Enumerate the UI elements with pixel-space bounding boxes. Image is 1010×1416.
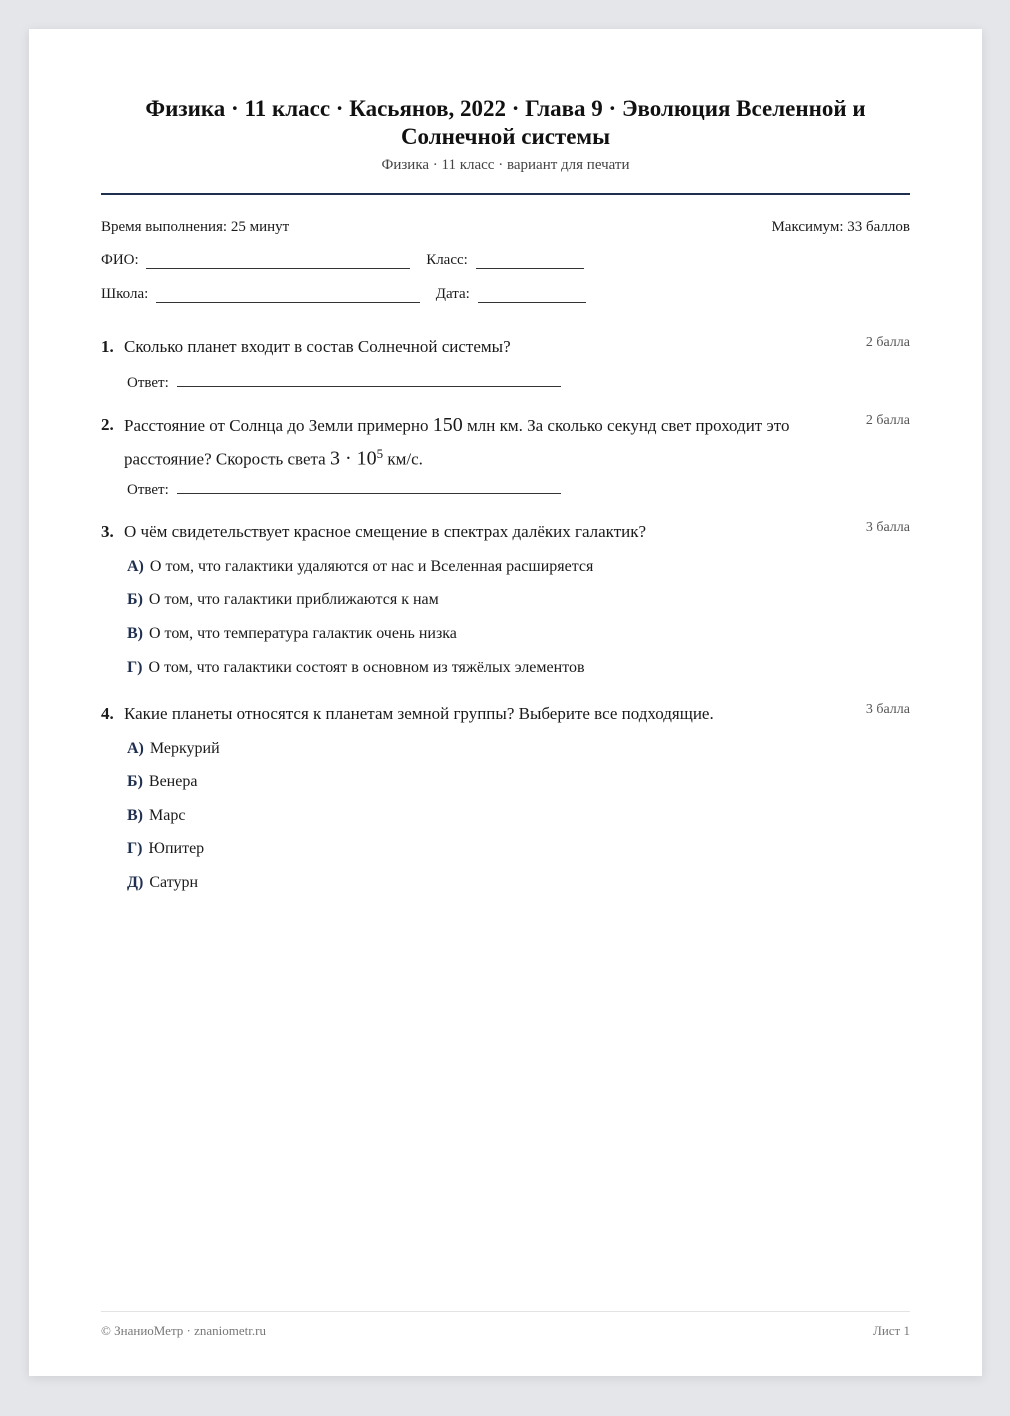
question-4 xyxy=(101,700,910,728)
question-text xyxy=(124,411,840,474)
question-text: О чём свидетельствует красное смещение в спектрах далёких галактик? xyxy=(124,522,647,541)
option-text: О том, что галактики приближаются к нам xyxy=(148,591,439,608)
option-4-g[interactable] xyxy=(127,840,204,858)
question-2 xyxy=(101,411,910,474)
question-points: 2 балла xyxy=(865,335,910,350)
option-3-b[interactable] xyxy=(127,591,439,609)
option-letter: Д) xyxy=(127,874,144,891)
option-letter: В) xyxy=(127,807,143,824)
question-points: 3 балла xyxy=(865,702,910,717)
footer-page-number: Лист 1 xyxy=(873,1323,910,1338)
question-points: 2 балла xyxy=(865,413,910,428)
option-3-a[interactable] xyxy=(127,558,593,576)
answer-row-1 xyxy=(127,372,561,392)
option-letter: Б) xyxy=(127,591,143,608)
worksheet-page xyxy=(29,29,982,1376)
option-text: О том, что галактики удаляются от нас и Вселенная расширяется xyxy=(149,558,594,575)
page-title: Физика · 11 класс · Касьянов, 2022 · Глава 9 · Эволюция Вселенной и Солнечной системы xyxy=(145,96,866,149)
option-4-v[interactable] xyxy=(127,807,185,825)
max-score: Максимум: 33 баллов xyxy=(771,219,910,235)
answer-row-2 xyxy=(127,479,561,499)
option-letter: В) xyxy=(127,625,143,642)
fio-class-row xyxy=(101,252,584,269)
fio-field[interactable] xyxy=(146,254,410,269)
question-text-part: км/с. xyxy=(383,449,423,469)
option-3-v[interactable] xyxy=(127,625,457,643)
option-text: Сатурн xyxy=(149,874,199,891)
footer-copyright: © ЗнаниоМетр · znaniometr.ru xyxy=(101,1323,266,1338)
class-field[interactable] xyxy=(476,254,584,269)
option-text: Марс xyxy=(149,807,186,824)
question-1 xyxy=(101,333,910,361)
option-letter: Б) xyxy=(127,773,143,790)
option-4-b[interactable] xyxy=(127,773,197,791)
question-text: Какие планеты относятся к планетам земной группы? Выберите все подходящие. xyxy=(124,704,714,723)
option-3-g[interactable] xyxy=(127,659,585,677)
question-number: 4. xyxy=(101,704,114,723)
time-limit: Время выполнения: 25 минут xyxy=(101,219,290,235)
page-content xyxy=(101,29,910,1376)
school-field[interactable] xyxy=(156,288,420,303)
fio-label: ФИО: xyxy=(101,252,139,268)
class-label: Класс: xyxy=(426,252,468,268)
date-label: Дата: xyxy=(435,286,470,302)
option-4-a[interactable] xyxy=(127,740,220,758)
option-letter: А) xyxy=(127,558,144,575)
question-text: Сколько планет входит в состав Солнечной системы? xyxy=(124,337,511,356)
question-number: 2. xyxy=(101,415,114,434)
footer-divider xyxy=(101,1311,910,1312)
date-field[interactable] xyxy=(478,288,586,303)
question-points: 3 балла xyxy=(865,520,910,535)
option-4-d[interactable] xyxy=(127,874,198,892)
math-speed: 3 · 10 xyxy=(329,447,377,470)
answer-label: Ответ: xyxy=(127,375,169,391)
math-distance: 150 xyxy=(432,414,463,436)
answer-field-2[interactable] xyxy=(177,479,561,494)
answer-field-1[interactable] xyxy=(177,372,561,387)
option-letter: Г) xyxy=(127,840,143,857)
question-3 xyxy=(101,518,910,546)
option-text: Венера xyxy=(148,773,198,790)
school-label: Школа: xyxy=(101,286,149,302)
question-number: 1. xyxy=(101,337,114,356)
answer-label: Ответ: xyxy=(127,482,169,498)
question-text-part: млн км. За сколько секунд свет проходит это расстояние? Скорость света xyxy=(124,416,790,469)
option-text: Юпитер xyxy=(148,840,205,857)
question-number: 3. xyxy=(101,522,114,541)
header-divider xyxy=(101,193,910,195)
school-date-row xyxy=(101,286,586,303)
page-subtitle: Физика · 11 класс · вариант для печати xyxy=(381,157,630,173)
option-text: О том, что галактики состоят в основном из тяжёлых элементов xyxy=(148,659,585,676)
option-text: Меркурий xyxy=(149,740,220,757)
math-exponent: 5 xyxy=(376,446,384,461)
option-text: О том, что температура галактик очень низка xyxy=(149,625,457,642)
option-letter: А) xyxy=(127,740,144,757)
question-text-part: Расстояние от Солнца до Земли примерно xyxy=(124,416,433,435)
option-letter: Г) xyxy=(127,659,143,676)
